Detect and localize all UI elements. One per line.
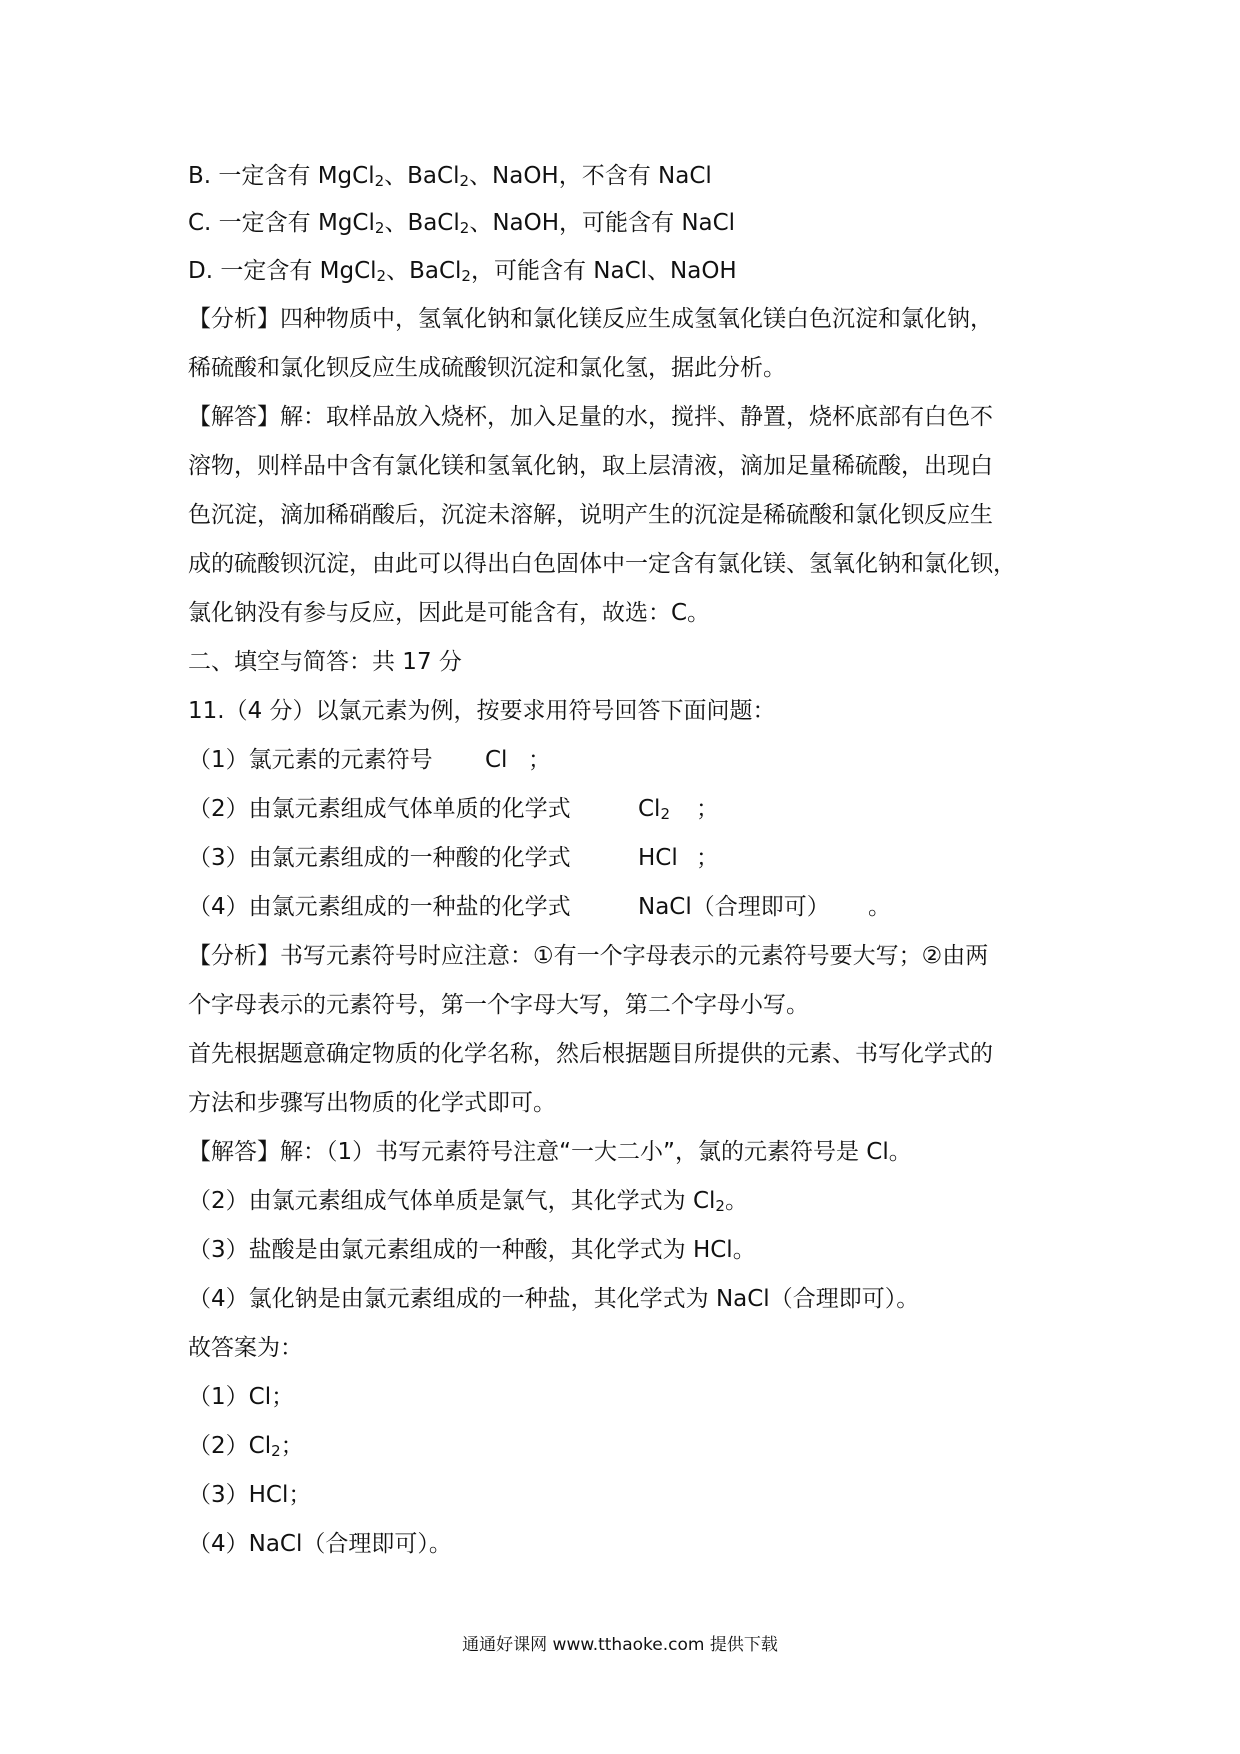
final-answer-intro: 故答案为： bbox=[188, 1335, 303, 1361]
final-answer-line: （1）Cl； bbox=[188, 1384, 295, 1410]
q11-analysis-line: 个字母表示的元素符号，第一个字母大写，第二个字母小写。 bbox=[188, 992, 809, 1018]
choice-b: B. 一定含有 MgCl$_2$、BaCl$_2$、NaOH，不含有 NaCl bbox=[188, 163, 712, 190]
choice-c: C. 一定含有 MgCl$_2$、BaCl$_2$、NaOH，可能含有 NaCl bbox=[188, 210, 736, 237]
q11-analysis-line: 首先根据题意确定物质的化学名称，然后根据题目所提供的元素、书写化学式的 bbox=[188, 1041, 993, 1067]
q11-analysis-line: 【分析】书写元素符号时应注意：①有一个字母表示的元素符号要大写；②由两 bbox=[188, 943, 989, 969]
final-answer-line: （3）HCl； bbox=[188, 1482, 312, 1508]
q10-solution-line: 氯化钠没有参与反应，因此是可能含有，故选：C。 bbox=[188, 600, 711, 626]
choice-d: D. 一定含有 MgCl$_2$、BaCl$_2$，可能含有 NaCl、NaOH bbox=[188, 258, 737, 285]
q11-answer: HCl bbox=[638, 845, 678, 871]
q11-item: （3）由氯元素组成的一种酸的化学式 HCl ； bbox=[188, 845, 719, 871]
final-answer-line: $(2)Cl_2$； bbox=[188, 1433, 304, 1460]
q10-analysis-line: 【分析】四种物质中，氢氧化钠和氯化镁反应生成氢氧化镁白色沉淀和氯化钠， bbox=[188, 306, 993, 332]
q11-solution-line: （3）盐酸是由氯元素组成的一种酸，其化学式为 HCl。 bbox=[188, 1237, 756, 1263]
final-answer-line: （4）NaCl（合理即可）。 bbox=[188, 1531, 452, 1557]
q11-answer: $Cl_2$ bbox=[638, 796, 670, 823]
section-header: 二、填空与简答：共 17 分 bbox=[188, 649, 462, 675]
q10-solution-line: 成的硫酸钡沉淀，由此可以得出白色固体中一定含有氯化镁、氢氧化钠和氯化钡， bbox=[188, 551, 1016, 577]
q11-item: （4）由氯元素组成的一种盐的化学式 NaCl（合理即可） 。 bbox=[188, 894, 891, 920]
q11-title: 11.（4 分）以氯元素为例，按要求用符号回答下面问题： bbox=[188, 698, 776, 724]
q11-item: （2）由氯元素组成气体单质的化学式 $Cl_2$ ； bbox=[188, 796, 719, 823]
q11-solution-line: 【解答】解：（1）书写元素符号注意“一大二小”，氯的元素符号是 Cl。 bbox=[188, 1139, 912, 1165]
q11-answer: NaCl（合理即可） bbox=[638, 894, 830, 920]
q11-solution-line: （4）氯化钠是由氯元素组成的一种盐，其化学式为 NaCl（合理即可）。 bbox=[188, 1286, 920, 1312]
q11-analysis-line: 方法和步骤写出物质的化学式即可。 bbox=[188, 1090, 556, 1116]
q10-solution-line: 溶物，则样品中含有氯化镁和氢氧化钠，取上层清液，滴加足量稀硫酸，出现白 bbox=[188, 453, 993, 479]
page-footer: 通通好课网 www.tthaoke.com 提供下载 bbox=[462, 1635, 778, 1655]
q11-item: （1）氯元素的元素符号 Cl ； bbox=[188, 747, 551, 773]
q10-solution-line: 【解答】解：取样品放入烧杯，加入足量的水，搅拌、静置，烧杯底部有白色不 bbox=[188, 404, 993, 430]
q11-solution-line: （2）由氯元素组成气体单质是氯气，其化学式为 $Cl_2$。 bbox=[188, 1188, 748, 1215]
q11-answer: Cl bbox=[485, 747, 508, 773]
q10-analysis-line: 稀硫酸和氯化钡反应生成硫酸钡沉淀和氯化氢，据此分析。 bbox=[188, 355, 786, 381]
q10-solution-line: 色沉淀，滴加稀硝酸后，沉淀未溶解，说明产生的沉淀是稀硫酸和氯化钡反应生 bbox=[188, 502, 993, 528]
